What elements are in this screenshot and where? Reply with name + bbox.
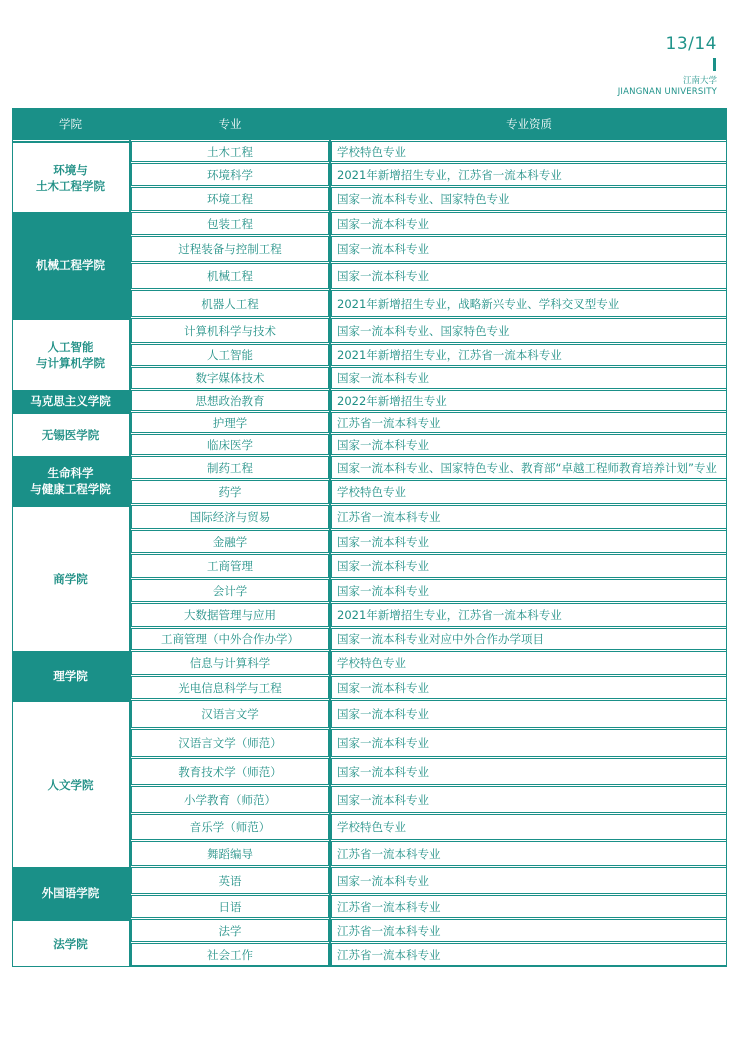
qualification-cell: 国家一流本科专业 — [331, 367, 727, 389]
header-qualification: 专业资质 — [331, 108, 727, 140]
qualification-cell: 2022年新增招生专业 — [331, 390, 727, 411]
qualification-cell: 国家一流本科专业 — [331, 434, 727, 455]
qualification-cell: 江苏省一流本科专业 — [331, 841, 727, 866]
qualification-cell: 国家一流本科专业 — [331, 700, 727, 728]
major-cell: 数字媒体技术 — [131, 367, 329, 389]
major-cell: 社会工作 — [131, 943, 329, 966]
major-cell: 环境科学 — [131, 163, 329, 186]
header-college: 学院 — [12, 108, 129, 140]
major-cell: 音乐学（师范） — [131, 814, 329, 840]
page-marker-bar — [713, 58, 716, 71]
major-cell: 国际经济与贸易 — [131, 505, 329, 529]
major-cell: 工商管理（中外合作办学） — [131, 628, 329, 650]
college-cell: 法学院 — [12, 919, 129, 967]
major-cell: 金融学 — [131, 530, 329, 553]
page-number: 13/14 — [665, 34, 717, 54]
major-cell: 思想政治教育 — [131, 390, 329, 411]
qualification-cell: 国家一流本科专业 — [331, 212, 727, 235]
header-major: 专业 — [131, 108, 329, 140]
major-cell: 土木工程 — [131, 141, 329, 162]
major-cell: 计算机科学与技术 — [131, 318, 329, 343]
qualification-cell: 2021年新增招生专业，江苏省一流本科专业 — [331, 603, 727, 627]
qualification-cell: 江苏省一流本科专业 — [331, 943, 727, 966]
major-cell: 日语 — [131, 895, 329, 918]
column-divider — [329, 108, 331, 967]
major-cell: 人工智能 — [131, 344, 329, 366]
major-cell: 机器人工程 — [131, 290, 329, 317]
major-cell: 汉语言文学 — [131, 700, 329, 728]
qualification-cell: 国家一流本科专业、国家特色专业、教育部“卓越工程师教育培养计划”专业 — [331, 456, 727, 479]
qualification-cell: 国家一流本科专业 — [331, 579, 727, 602]
qualification-cell: 国家一流本科专业 — [331, 786, 727, 813]
qualification-cell: 国家一流本科专业 — [331, 236, 727, 262]
college-cell: 商学院 — [12, 505, 129, 651]
qualification-cell: 国家一流本科专业 — [331, 729, 727, 757]
qualification-cell: 江苏省一流本科专业 — [331, 919, 727, 942]
major-cell: 信息与计算科学 — [131, 651, 329, 675]
university-name-cn: 江南大学 — [682, 76, 717, 86]
qualification-cell: 国家一流本科专业 — [331, 554, 727, 578]
qualification-cell: 国家一流本科专业、国家特色专业 — [331, 318, 727, 343]
qualification-cell: 国家一流本科专业对应中外合作办学项目 — [331, 628, 727, 650]
qualification-cell: 江苏省一流本科专业 — [331, 412, 727, 433]
major-cell: 制药工程 — [131, 456, 329, 479]
major-cell: 汉语言文学（师范） — [131, 729, 329, 757]
major-cell: 机械工程 — [131, 263, 329, 289]
qualification-cell: 国家一流本科专业 — [331, 530, 727, 553]
major-cell: 工商管理 — [131, 554, 329, 578]
major-cell: 光电信息科学与工程 — [131, 676, 329, 699]
major-cell: 舞蹈编导 — [131, 841, 329, 866]
college-cell: 理学院 — [12, 651, 129, 700]
qualification-cell: 国家一流本科专业 — [331, 867, 727, 894]
qualification-cell: 2021年新增招生专业，江苏省一流本科专业 — [331, 344, 727, 366]
qualification-cell: 学校特色专业 — [331, 814, 727, 840]
major-cell: 包装工程 — [131, 212, 329, 235]
qualification-cell: 学校特色专业 — [331, 651, 727, 675]
college-cell: 人工智能 与计算机学院 — [12, 318, 129, 390]
college-cell: 无锡医学院 — [12, 412, 129, 456]
college-cell: 马克思主义学院 — [12, 390, 129, 412]
major-cell: 教育技术学（师范） — [131, 758, 329, 785]
major-cell: 药学 — [131, 480, 329, 504]
qualification-cell: 国家一流本科专业、国家特色专业 — [331, 187, 727, 211]
major-cell: 英语 — [131, 867, 329, 894]
major-cell: 护理学 — [131, 412, 329, 433]
major-cell: 小学教育（师范） — [131, 786, 329, 813]
major-cell: 会计学 — [131, 579, 329, 602]
college-cell: 人文学院 — [12, 700, 129, 867]
major-cell: 环境工程 — [131, 187, 329, 211]
qualification-cell: 学校特色专业 — [331, 141, 727, 162]
qualification-cell: 江苏省一流本科专业 — [331, 505, 727, 529]
qualification-cell: 国家一流本科专业 — [331, 676, 727, 699]
major-cell: 大数据管理与应用 — [131, 603, 329, 627]
qualification-cell: 2021年新增招生专业，江苏省一流本科专业 — [331, 163, 727, 186]
college-cell: 外国语学院 — [12, 867, 129, 919]
qualification-cell: 学校特色专业 — [331, 480, 727, 504]
college-cell: 机械工程学院 — [12, 212, 129, 318]
column-divider — [129, 108, 131, 967]
college-cell: 生命科学 与健康工程学院 — [12, 456, 129, 505]
major-cell: 法学 — [131, 919, 329, 942]
major-cell: 过程装备与控制工程 — [131, 236, 329, 262]
qualification-cell: 国家一流本科专业 — [331, 758, 727, 785]
qualification-cell: 2021年新增招生专业，战略新兴专业、学科交叉型专业 — [331, 290, 727, 317]
major-cell: 临床医学 — [131, 434, 329, 455]
college-cell: 环境与 土木工程学院 — [12, 141, 129, 212]
qualification-cell: 江苏省一流本科专业 — [331, 895, 727, 918]
majors-table — [12, 108, 727, 967]
university-name-en: JIANGNAN UNIVERSITY — [617, 87, 717, 97]
qualification-cell: 国家一流本科专业 — [331, 263, 727, 289]
